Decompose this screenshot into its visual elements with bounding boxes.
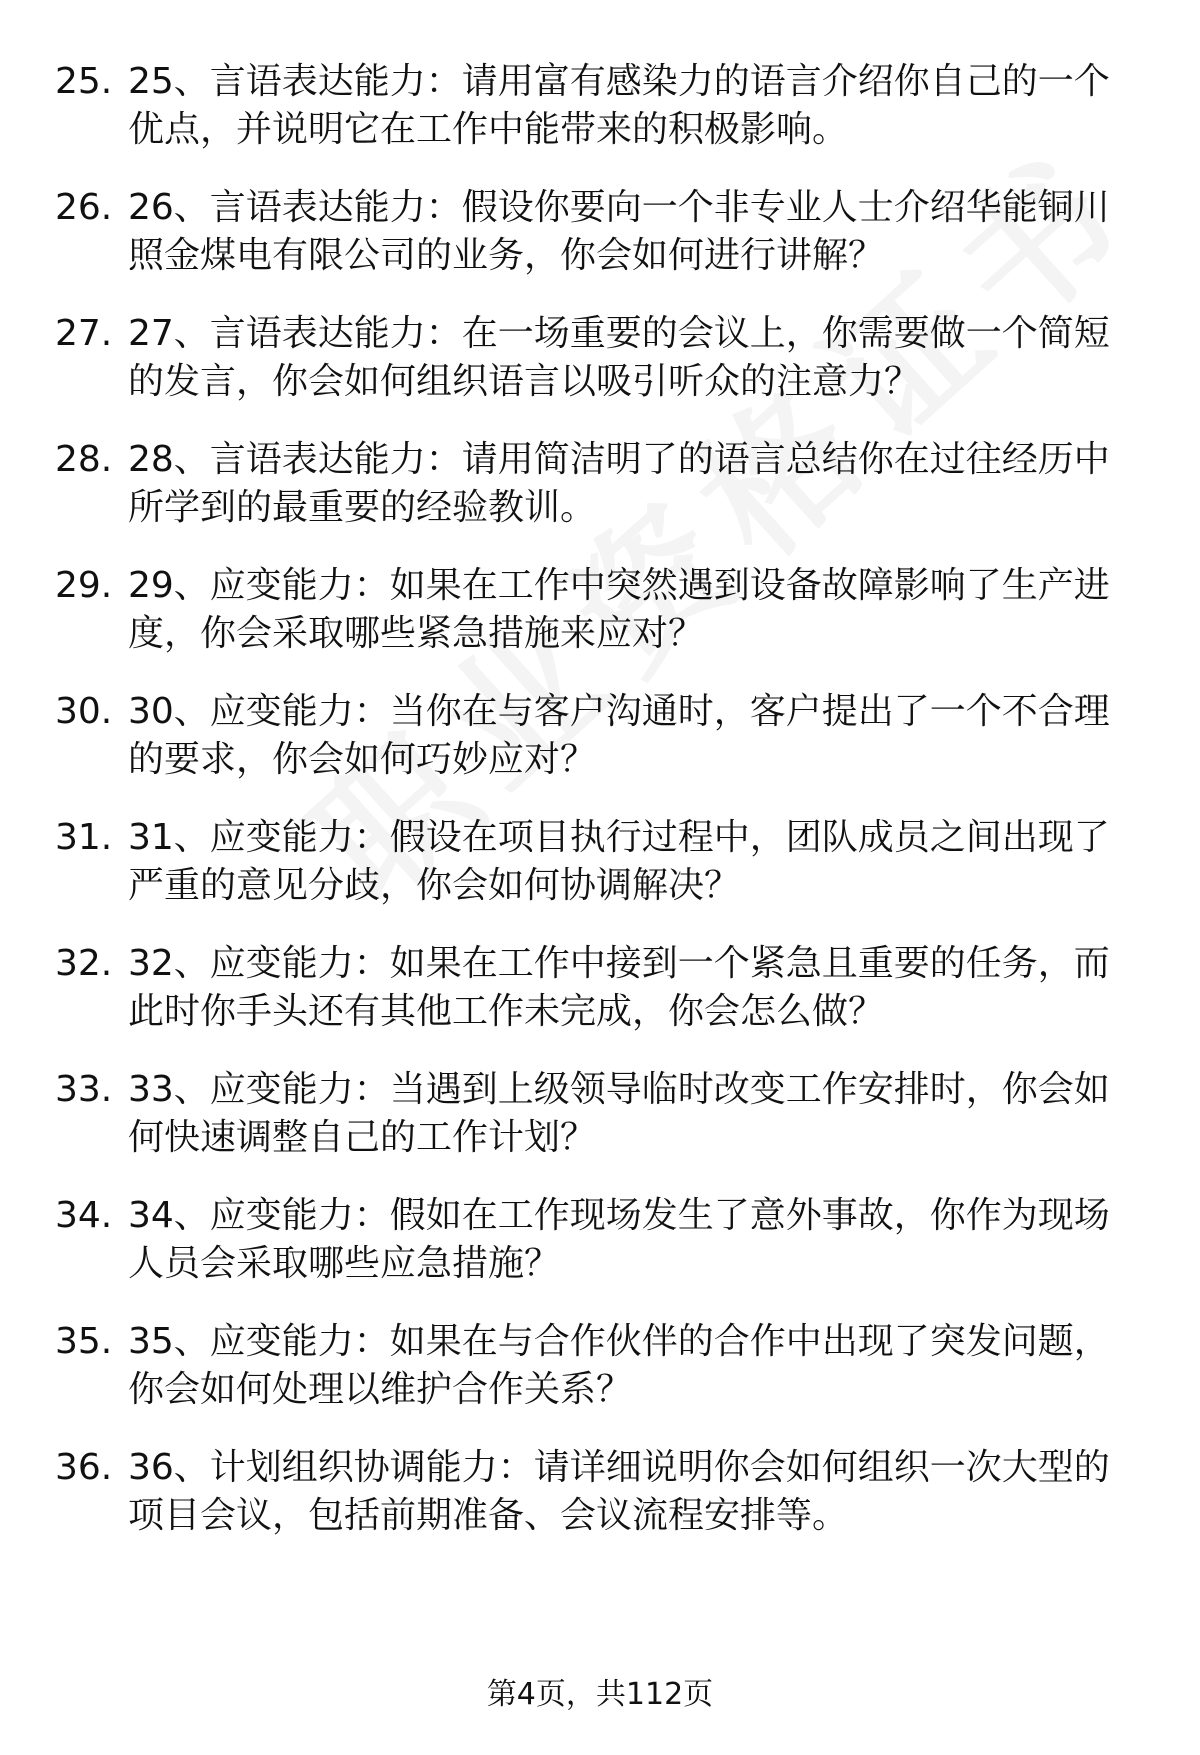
question-number: 28. (55, 439, 113, 480)
question-text: 30、应变能力：当你在与客户沟通时，客户提出了一个不合理的要求，你会如何巧妙应对？ (128, 691, 1110, 780)
question-text: 28、言语表达能力：请用简洁明了的语言总结你在过往经历中所学到的最重要的经验教训。 (128, 439, 1110, 528)
question-text: 35、应变能力：如果在与合作伙伴的合作中出现了突发问题，你会如何处理以维护合作关系？ (128, 1321, 1110, 1410)
list-item (0, 436, 1200, 562)
list-item (0, 310, 1200, 436)
list-item (0, 1066, 1200, 1192)
question-number: 33. (55, 1069, 113, 1110)
question-number: 36. (55, 1447, 113, 1488)
question-text: 25、言语表达能力：请用富有感染力的语言介绍你自己的一个优点，并说明它在工作中能带来的积极影响。 (128, 61, 1110, 150)
question-text: 31、应变能力：假设在项目执行过程中，团队成员之间出现了严重的意见分歧，你会如何协调解决？ (128, 817, 1110, 906)
list-item (0, 814, 1200, 940)
question-number: 31. (55, 817, 113, 858)
question-text: 29、应变能力：如果在工作中突然遇到设备故障影响了生产进度，你会采取哪些紧急措施来应对？ (128, 565, 1110, 654)
question-number: 30. (55, 691, 113, 732)
list-item (0, 688, 1200, 814)
question-text: 33、应变能力：当遇到上级领导临时改变工作安排时，你会如何快速调整自己的工作计划？ (128, 1069, 1110, 1158)
page-footer: 第4页，共112页 (486, 1677, 714, 1712)
question-number: 26. (55, 187, 113, 228)
question-text: 34、应变能力：假如在工作现场发生了意外事故，你作为现场人员会采取哪些应急措施？ (128, 1195, 1110, 1284)
question-number: 34. (55, 1195, 113, 1236)
question-number: 27. (55, 313, 113, 354)
list-item (0, 1444, 1200, 1570)
question-number: 25. (55, 61, 113, 102)
list-item (0, 1192, 1200, 1318)
question-text: 26、言语表达能力：假设你要向一个非专业人士介绍华能铜川照金煤电有限公司的业务，你会如何进行讲解？ (128, 187, 1110, 276)
list-item (0, 184, 1200, 310)
question-text: 32、应变能力：如果在工作中接到一个紧急且重要的任务，而此时你手头还有其他工作未完成，你会怎么做？ (128, 943, 1110, 1032)
list-item (0, 562, 1200, 688)
question-number: 35. (55, 1321, 113, 1362)
question-text: 27、言语表达能力：在一场重要的会议上，你需要做一个简短的发言，你会如何组织语言以吸引听众的注意力？ (128, 313, 1110, 402)
question-list (0, 58, 1200, 1570)
list-item (0, 58, 1200, 184)
list-item (0, 940, 1200, 1066)
question-text: 36、计划组织协调能力：请详细说明你会如何组织一次大型的项目会议，包括前期准备、会议流程安排等。 (128, 1447, 1110, 1536)
question-number: 32. (55, 943, 113, 984)
question-number: 29. (55, 565, 113, 606)
list-item (0, 1318, 1200, 1444)
